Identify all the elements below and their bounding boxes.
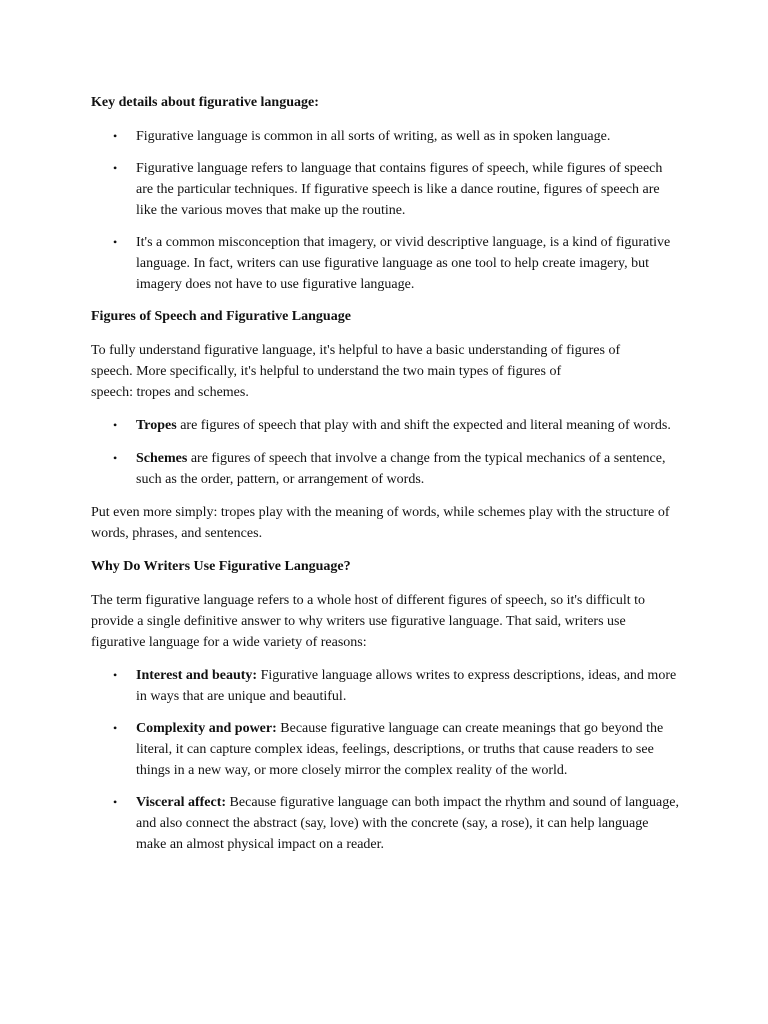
list-item-text: It's a common misconception that imagery, or vivid descriptive language, is a kind of figurative language. In fact, writers can use figurative language as one tool to help create imagery, but imagery does not have to use figurative language. <box>136 235 671 292</box>
heading-why-writers: Why Do Writers Use Figurative Language? <box>91 559 351 574</box>
list-item <box>91 665 680 707</box>
bullet-icon: • <box>113 721 118 735</box>
figure-types-list <box>91 415 680 490</box>
bullet-icon: • <box>113 235 118 249</box>
term-visceral-affect: Visceral affect: <box>136 795 227 810</box>
list-item <box>91 415 680 436</box>
heading-figures-of-speech: Figures of Speech and Figurative Language <box>91 309 351 324</box>
list-item-text: Because figurative language can both impact the rhythm and sound of language, and also connect the abstract (say, love) with the concrete (say, a rose), it can help language make an almost physical impact on a reader. <box>136 795 679 852</box>
paragraph-term: The term figurative language refers to a whole host of different figures of speech, so it's difficult to provide a single definitive answer to why writers use figurative language. That said, writers use figurative language for a wide variety of reasons: <box>91 593 646 650</box>
paragraph-line: speech. More specifically, it's helpful to understand the two main types of figures of <box>91 364 562 379</box>
bullet-icon: • <box>113 668 118 682</box>
paragraph-simply: Put even more simply: tropes play with the meaning of words, while schemes play with the structure of words, phrases, and sentences. <box>91 505 670 541</box>
list-item-text: are figures of speech that play with and shift the expected and literal meaning of words. <box>176 418 671 433</box>
list-item <box>91 718 680 781</box>
paragraph-understand <box>91 340 680 403</box>
term-complexity-power: Complexity and power: <box>136 721 277 736</box>
paragraph-line: To fully understand figurative language, it's helpful to have a basic understanding of figures of <box>91 343 621 358</box>
term-tropes: Tropes <box>136 418 177 433</box>
list-item <box>91 232 680 295</box>
list-item-text: are figures of speech that involve a change from the typical mechanics of a sentence, such as the order, pattern, or arrangement of words. <box>136 451 666 487</box>
list-item-text: Figurative language is common in all sorts of writing, as well as in spoken language. <box>136 129 611 144</box>
bullet-icon: • <box>113 129 118 143</box>
list-item <box>91 792 680 855</box>
key-details-list <box>91 126 680 295</box>
reasons-list <box>91 665 680 855</box>
bullet-icon: • <box>113 418 118 432</box>
list-item <box>91 126 680 147</box>
term-interest-beauty: Interest and beauty: <box>136 668 258 683</box>
list-item-text: Figurative language refers to language that contains figures of speech, while figures of speech are the particular techniques. If figurative speech is like a dance routine, figures of speech are like the various moves that make up the routine. <box>136 161 663 218</box>
bullet-icon: • <box>113 161 118 175</box>
paragraph-line: speech: tropes and schemes. <box>91 385 249 400</box>
bullet-icon: • <box>113 795 118 809</box>
list-item <box>91 158 680 221</box>
term-schemes: Schemes <box>136 451 188 466</box>
heading-key-details: Key details about figurative language: <box>91 95 319 110</box>
bullet-icon: • <box>113 451 118 465</box>
list-item <box>91 448 680 490</box>
list-item-text: Because figurative language can create meanings that go beyond the literal, it can capture complex ideas, feelings, descriptions, or truths that cause readers to see things in a new way, or more closely mirror the complex reality of the world. <box>136 721 664 778</box>
list-item-text: Figurative language allows writes to express descriptions, ideas, and more in ways that are unique and beautiful. <box>136 668 677 704</box>
